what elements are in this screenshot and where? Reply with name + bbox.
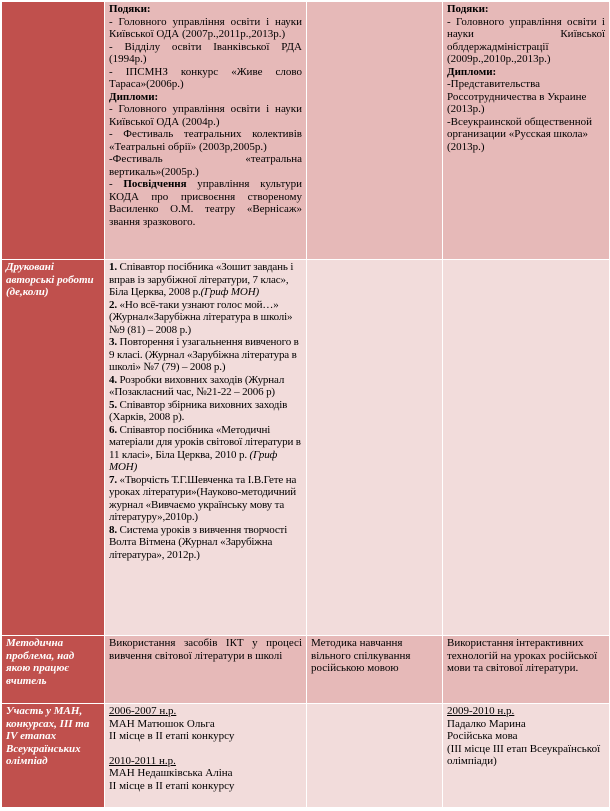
diploma-item: -Всеукраинской общественной организации «Русская школа» (2013р.) [447, 115, 593, 153]
printed-works-row [2, 260, 610, 636]
participant: Падалко Марина [447, 717, 526, 730]
year-label: 2006-2007 н.р. [109, 705, 177, 717]
thanks-item: - Головного управління освіти і науки Київської облдержадміністрації (2009р.,2010р.,2013р.) [447, 15, 605, 65]
diploma-item: - Головного управління освіти і науки Київської ОДА (2004р.) [109, 103, 302, 128]
thanks-item: - ІПСМНЗ конкурс «Живе слово Тараса»(2006р.) [109, 65, 302, 90]
participant: МАН Матюшок Ольга [109, 717, 215, 730]
printed-works-cell [105, 260, 307, 636]
awards-row-header [2, 2, 105, 260]
diploma-item: - Фестиваль театральних колективів «Театральні обрії» (2003р,2005р.) [109, 128, 302, 153]
work-item: 3. Повторення і узагальнення вивченого в 9 класі. (Журнал «Зарубіжна література в школі» №7 (79) – 2008 р.) [109, 336, 299, 373]
dedication: - Посвідчення управління культури КОДА про присвоєння створеному Василенко О.М. театру «Вернісаж» звання зразкового. [109, 178, 302, 228]
thanks-heading: Подяки: [109, 3, 151, 15]
competitions-row [2, 704, 610, 808]
method-problem-header: Методична проблема, над якою працює вчитель [2, 636, 105, 704]
competitions-col3 [443, 704, 610, 808]
placement: (ІІІ місце ІІІ етап Всеукраїнської олімпіади) [447, 742, 601, 767]
work-item: 8. Система уроків з вивчення творчості Волта Вітмена (Журнал «Зарубіжна література», 2012р.) [109, 523, 288, 561]
method-problem-col2: Методика навчання вільного спілкування російською мовою [307, 636, 443, 704]
work-item: 7. «Творчість Т.Г.Шевченка та І.В.Гете на уроках літератури»(Науково-методичний журнал «Вивчаємо українську мову та літературу»,2010р.) [109, 473, 297, 523]
teacher-info-table [1, 1, 610, 808]
placement: ІІ місце в ІІ етапі конкурсу [109, 730, 235, 742]
method-problem-col1: Використання засобів ІКТ у процесі вивчення світової літератури в школі [105, 636, 307, 704]
work-item: 2. «Но всё-таки узнают голос мой…» (Журнал«Зарубіжна література в школі» №9 (81) – 2008 р.) [109, 298, 293, 336]
work-item: 4. Розробки виховних заходів (Журнал «Позакласний час, №21-22 – 2006 р) [109, 373, 285, 398]
method-problem-col3: Використання інтерактивних технологій на уроках російської мови та світової літератури. [443, 636, 610, 704]
awards-row [2, 2, 610, 260]
competitions-header: Участь у МАН, конкурсах, ІІІ та ІV етапах Всеукраїнських олімпіад [2, 704, 105, 808]
diploma-item: -Фестиваль «театральна вертикаль»(2005р.) [109, 153, 302, 178]
participant: МАН Недашківська Аліна [109, 767, 233, 779]
diplomas-heading: Дипломи: [109, 90, 159, 103]
awards-cell-col2 [307, 2, 443, 260]
work-item: 6. Співавтор посібника «Методичні матеріали для уроків світової літератури в 11 класі», Біла Церква, 2010 р. (Гриф МОН) [109, 423, 301, 473]
method-problem-row [2, 636, 610, 704]
subject: Російська мова [447, 730, 518, 742]
year-label: 2009-2010 н.р. [447, 705, 515, 717]
competitions-col1 [105, 704, 307, 808]
placement: ІІ місце в ІІ етапі конкурсу [109, 779, 235, 792]
printed-works-col2 [307, 260, 443, 636]
diplomas-heading: Дипломи: [447, 65, 497, 78]
year-label: 2010-2011 н.р. [109, 754, 176, 767]
thanks-item: - Головного управління освіти і науки Київської ОДА (2007р.,2011р.,2013р.) [109, 15, 302, 40]
diploma-item: -Представительства Россотрудничества в Украине (2013р.) [447, 78, 587, 115]
competitions-col2 [307, 704, 443, 808]
awards-cell-col3 [443, 2, 610, 260]
thanks-heading: Подяки: [447, 3, 489, 15]
printed-works-col3 [443, 260, 610, 636]
thanks-item: - Відділу освіти Іванківської РДА (1994р.) [109, 40, 302, 65]
dedication-label: Посвідчення [123, 178, 187, 190]
dedication-text: управління культури КОДА про присвоєння створеному Василенко О.М. театру «Вернісаж» звання зразкового. [109, 178, 302, 228]
awards-cell-col1 [105, 2, 307, 260]
work-item: 1. Співавтор посібника «Зошит завдань і вправ із зарубіжної літератури, 7 клас», Біла Церква, 2008 р.(Гриф МОН) [109, 261, 294, 298]
work-item: 5. Співавтор збірника виховних заходів (Харків, 2008 р). [109, 398, 288, 423]
printed-works-header: Друковані авторські роботи (де,коли) [2, 260, 105, 636]
